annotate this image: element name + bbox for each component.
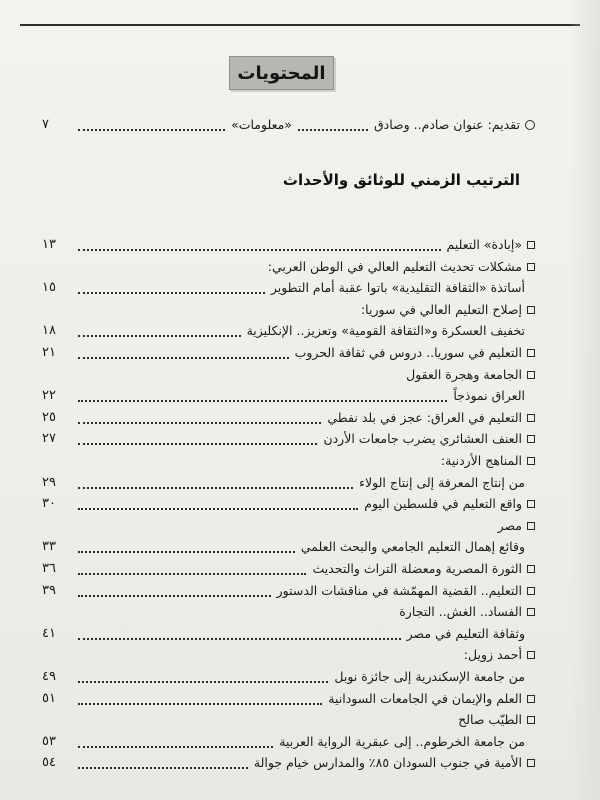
toc-entry-text: التعليم في العراق: عجز في بلد نفطي: [327, 409, 522, 425]
checkbox-bullet-icon: [527, 565, 535, 573]
toc-entry-text: المناهج الأردنية:: [440, 453, 522, 468]
checkbox-bullet-icon: [527, 457, 535, 465]
toc-entry-text: الثورة المصرية ومعضلة التراث والتحديث: [312, 561, 522, 576]
checkbox-bullet-icon: [527, 651, 535, 659]
toc-entry-text: مصر: [497, 517, 522, 533]
toc-entry-text: «إبادة» التعليم: [446, 237, 522, 252]
toc-entry: [42, 603, 535, 621]
toc-entry: [42, 517, 535, 535]
checkbox-bullet-icon: [527, 349, 535, 357]
leader-dots: [78, 290, 265, 294]
leader-dots: [78, 765, 248, 769]
checkbox-bullet-icon: [527, 695, 535, 703]
toc-entry-text: أحمد زويل:: [463, 647, 522, 663]
toc-page-number: ٤١: [42, 625, 56, 641]
toc-entry: [42, 344, 535, 362]
toc-entry: [42, 279, 535, 297]
toc-entry: [42, 387, 535, 405]
leader-dots: [78, 355, 289, 359]
title-box: [229, 56, 334, 90]
leader-dots: [78, 506, 358, 510]
leader-dots: [78, 744, 273, 748]
intro-row: [42, 116, 535, 134]
toc-page-number: ٢١: [42, 345, 56, 360]
toc-entry-text: التعليم في سوريا.. دروس في ثقافة الحروب: [294, 345, 522, 360]
leader-dots: [78, 593, 271, 597]
toc-entry: [42, 495, 535, 513]
toc-page-number: ٢٩: [42, 474, 56, 490]
toc-page-number: ٤٩: [42, 669, 56, 684]
checkbox-bullet-icon: [527, 241, 535, 249]
leader-dots: [78, 333, 241, 337]
toc-page-number: ١٨: [42, 323, 56, 339]
toc-entry: [42, 646, 535, 664]
checkbox-bullet-icon: [527, 587, 535, 595]
intro-page-number: ٧: [42, 117, 49, 132]
leader-dots: [78, 679, 328, 683]
toc-entry: [42, 430, 535, 448]
toc-page-number: ٣٣: [42, 539, 56, 555]
toc-entry: [42, 711, 535, 729]
toc-entry: [42, 625, 535, 643]
toc-entry-text: العنف العشائري يضرب جامعات الأردن: [323, 431, 522, 447]
intro-reference: «معلومات»: [231, 117, 292, 132]
toc-entry: [42, 258, 535, 276]
toc-entry: [42, 668, 535, 686]
toc-entry: [42, 452, 535, 470]
checkbox-bullet-icon: [527, 608, 535, 616]
toc-entry-text: من جامعة الإسكندرية إلى جائزة نوبل: [334, 669, 525, 684]
toc-page-number: ١٣: [42, 237, 56, 252]
leader-dots: [298, 127, 368, 131]
toc-entry: [42, 754, 535, 772]
toc-entry-text: من جامعة الخرطوم.. إلى عبقرية الرواية العربية: [279, 733, 525, 749]
toc-entry-text: إصلاح التعليم العالي في سوريا:: [360, 301, 522, 317]
leader-dots: [78, 420, 321, 424]
toc-entry-text: الفساد.. الغش.. التجارة: [399, 604, 522, 620]
toc-entry: [42, 366, 535, 384]
intro-text: تقديم: عنوان صادم.. وصادق: [373, 117, 520, 132]
toc-page-number: ١٥: [42, 280, 56, 296]
checkbox-bullet-icon: [527, 263, 535, 271]
leader-dots: [78, 636, 401, 640]
toc-entry-text: الجامعة وهجرة العقول: [406, 366, 522, 382]
checkbox-bullet-icon: [527, 371, 535, 379]
toc-entry-text: من إنتاج المعرفة إلى إنتاج الولاء: [359, 474, 525, 490]
toc-entry: [42, 690, 535, 708]
leader-dots: [78, 549, 295, 553]
section-heading: الترتيب الزمني للوثائق والأحداث: [282, 171, 520, 189]
toc-page-number: ٢٧: [42, 431, 56, 447]
checkbox-bullet-icon: [527, 716, 535, 724]
leader-dots: [78, 398, 447, 402]
checkbox-bullet-icon: [527, 306, 535, 314]
page-edge-shadow: [570, 0, 600, 800]
toc-entry: [42, 733, 535, 751]
toc-entry-text: مشكلات تحديث التعليم العالي في الوطن العربي:: [267, 258, 522, 274]
leader-dots: [78, 127, 225, 131]
leader-dots: [78, 701, 322, 705]
checkbox-bullet-icon: [527, 435, 535, 443]
circle-bullet-icon: [525, 120, 535, 130]
toc-page-number: ٢٥: [42, 409, 56, 425]
toc-entry-text: وقائع إهمال التعليم الجامعي والبحث العلمي: [300, 539, 525, 555]
toc-entry: [42, 474, 535, 492]
checkbox-bullet-icon: [527, 759, 535, 767]
checkbox-bullet-icon: [527, 414, 535, 422]
toc-page-number: ٣٦: [42, 561, 56, 576]
leader-dots: [78, 247, 441, 251]
toc-page-number: ٥١: [42, 690, 56, 706]
leader-dots: [78, 571, 306, 575]
page-title: المحتويات: [237, 62, 326, 84]
toc-page-number: ٢٢: [42, 388, 56, 404]
leader-dots: [78, 485, 353, 489]
toc-entry-text: واقع التعليم في فلسطين اليوم: [364, 496, 522, 512]
toc-entry: [42, 538, 535, 556]
toc-entry-text: العلم والإيمان في الجامعات السودانية: [328, 690, 522, 706]
toc-entry: [42, 322, 535, 340]
toc-page-number: ٥٣: [42, 733, 56, 749]
toc-entry: [42, 582, 535, 600]
checkbox-bullet-icon: [527, 500, 535, 508]
toc-page-number: ٣٩: [42, 582, 56, 598]
toc-entry: [42, 301, 535, 319]
top-rule: [20, 24, 580, 26]
toc-entry-text: العراق نموذجاً: [453, 388, 525, 404]
toc-entry-text: الطيّب صالح: [458, 712, 522, 728]
toc-entry: [42, 236, 535, 254]
toc-page-number: ٥٤: [42, 755, 56, 771]
leader-dots: [78, 441, 317, 445]
toc-entry: [42, 560, 535, 578]
toc-entry-text: وثقافة التعليم في مصر: [406, 625, 525, 641]
toc-page-number: ٣٠: [42, 496, 56, 512]
toc-entry: [42, 409, 535, 427]
toc-entry-text: الأمية في جنوب السودان ٨٥٪ والمدارس خيام جوالة: [253, 755, 522, 771]
toc-entry-text: التعليم.. القضية المهمّشة في مناقشات الدستور: [276, 582, 522, 598]
toc-entry-text: تخفيف العسكرة و«الثقافة القومية» وتعزيز.. الإنكليزية: [246, 323, 525, 339]
checkbox-bullet-icon: [527, 522, 535, 530]
toc-entry-text: أساتذة «الثقافة التقليدية» باتوا عقبة أمام التطوير: [270, 280, 525, 296]
